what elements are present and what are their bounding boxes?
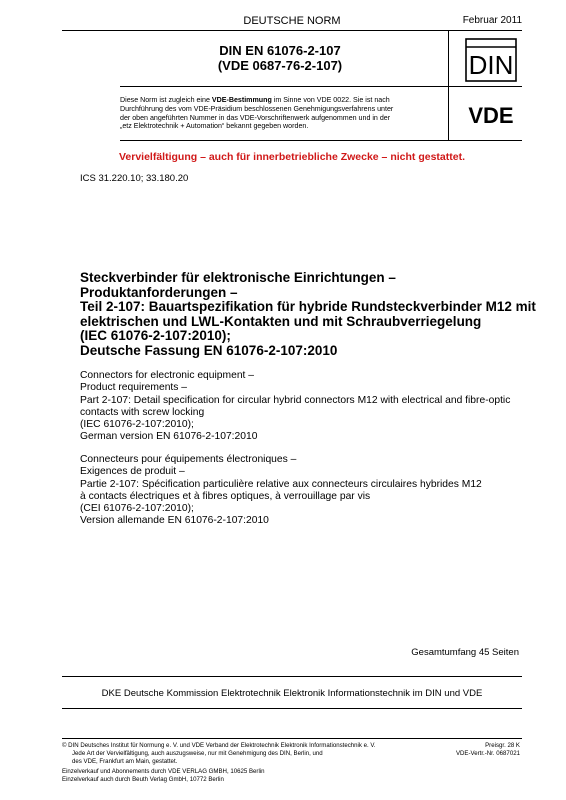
title-line: Exigences de produit – <box>80 466 185 478</box>
vde-notice <box>120 96 442 131</box>
header-rule <box>62 30 522 31</box>
dke-top-rule <box>62 676 522 677</box>
sales-info <box>62 768 265 784</box>
title-german <box>80 270 536 358</box>
document-number-block <box>120 43 440 73</box>
title-english <box>80 370 520 444</box>
title-line: Partie 2-107: Spécification particulière relative aux connecteurs circulaires hybrides M12 <box>80 478 482 490</box>
vde-logo <box>455 102 527 128</box>
title-line: Connectors for electronic equipment – <box>80 370 254 381</box>
title-line: Version allemande EN 61076-2-107:2010 <box>80 515 269 527</box>
title-line: Part 2-107: Detail specification for circular hybrid connectors M12 with electrical and fibre-optic <box>80 394 511 406</box>
title-line: Deutsche Fassung EN 61076-2-107:2010 <box>80 342 338 358</box>
copyright-line: des VDE, Frankfurt am Main, gestattet. <box>72 758 178 765</box>
title-line: elektrischen und LWL-Kontakten und mit Schraubverriegelung <box>80 313 482 329</box>
sales-line: Einzelverkauf und Abonnements durch VDE VERLAG GMBH, 10625 Berlin <box>62 768 265 775</box>
title-line: Teil 2-107: Bauartspezifikation für hybride Rundsteckverbinder M12 mit <box>80 299 536 314</box>
vde-contract-number: VDE-Vertr.-Nr. 0687021 <box>455 750 520 757</box>
title-line: (CEI 61076-2-107:2010); <box>80 503 194 515</box>
title-french <box>80 454 520 528</box>
notice-bottom-rule <box>120 140 522 141</box>
vde-number: (VDE 0687-76-2-107) <box>217 58 343 73</box>
footer-rule <box>62 738 522 739</box>
title-line: Steckverbinder für elektronische Einrichtungen – <box>80 270 396 285</box>
din-logo <box>465 38 517 82</box>
title-line: German version EN 61076-2-107:2010 <box>80 431 258 443</box>
title-line: à contacts électriques et à fibres optiques, à verrouillage par vis <box>80 490 371 502</box>
title-line: Connecteurs pour équipements électroniques – <box>80 454 297 465</box>
logo-divider <box>448 30 449 140</box>
notice-line: Durchführung des vom VDE-Präsidium beschlossenen Genehmigungsverfahrens unter <box>120 104 394 113</box>
ics-codes: ICS 31.220.10; 33.180.20 <box>80 173 189 184</box>
title-line: (IEC 61076-2-107:2010); <box>80 328 231 343</box>
dke-bottom-rule <box>62 708 522 709</box>
notice-prefix: Diese Norm ist zugleich eine <box>120 96 212 104</box>
notice-emphasis: VDE-Bestimmung <box>211 96 272 104</box>
copyright-line: Jede Art der Vervielfältigung, auch auszugsweise, nur mit Genehmigung des DIN, Berlin, und <box>72 750 323 757</box>
title-line: (IEC 61076-2-107:2010); <box>80 419 194 431</box>
page-count: Gesamtumfang 45 Seiten <box>411 647 519 658</box>
dke-line: DKE Deutsche Kommission Elektrotechnik Elektronik Informationstechnik im DIN und VDE <box>101 688 483 699</box>
vde-logo-text: VDE <box>468 103 514 128</box>
publication-date: Februar 2011 <box>462 15 522 26</box>
price-group: Preisgr. 28 K <box>485 742 520 749</box>
title-line: Product requirements – <box>80 382 188 394</box>
notice-top-rule <box>120 86 522 87</box>
copyright-line: © DIN Deutsches Institut für Normung e. V. und VDE Verband der Elektrotechnik Elektronik Informationstechnik e. V. <box>62 742 376 749</box>
norm-type: DEUTSCHE NORM <box>243 15 341 27</box>
notice-line: der oben angeführten Nummer in das VDE-Vorschriftenwerk aufgenommen und in der <box>120 113 391 122</box>
title-line: Produktanforderungen – <box>80 284 238 300</box>
din-logo-text: DIN <box>468 50 514 80</box>
notice-line1-rest: im Sinne von VDE 0022. Sie ist nach <box>271 96 390 104</box>
notice-line: „etz Elektrotechnik + Automation“ bekannt gegeben worden. <box>120 122 309 131</box>
reproduction-warning: Vervielfältigung – auch für innerbetriebliche Zwecke – nicht gestattet. <box>118 151 465 163</box>
document-number: DIN EN 61076-2-107 <box>219 43 341 58</box>
header-bar <box>62 12 522 30</box>
sales-line: Einzelverkauf auch durch Beuth Verlag GmbH, 10772 Berlin <box>62 776 224 783</box>
copyright-notice <box>62 742 482 766</box>
price-info <box>456 742 520 758</box>
title-line: contacts with screw locking <box>80 406 205 418</box>
